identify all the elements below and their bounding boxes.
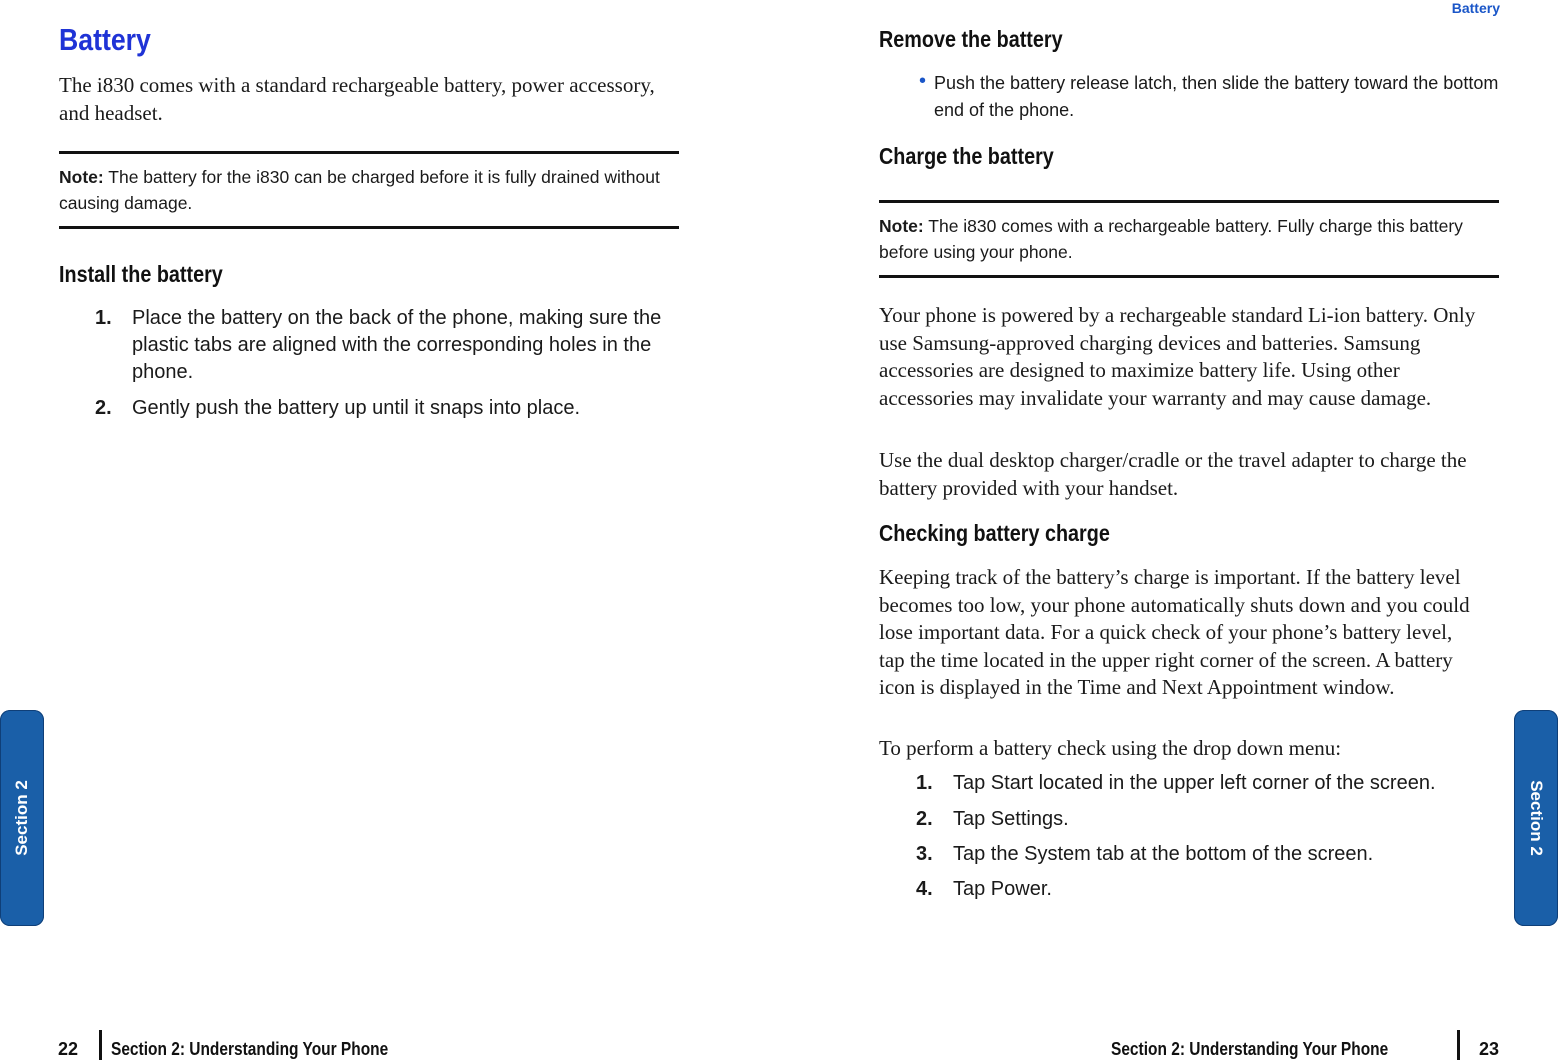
step-text: Gently push the battery up until it snaps into place.: [132, 397, 581, 419]
step-number: 1.: [916, 772, 933, 794]
checking-lead: To perform a battery check using the drop down menu:: [879, 736, 1342, 760]
note-text: The battery for the i830 can be charged before it is fully drained without causing damage.: [59, 167, 660, 213]
note-label: Note:: [59, 167, 104, 187]
step-text: Tap the System tab at the bottom of the screen.: [953, 843, 1374, 865]
left-page-number: 22: [58, 1039, 79, 1059]
right-footer-section: Section 2: Understanding Your Phone: [1111, 1039, 1389, 1059]
step-text: Place the battery on the back of the phone, making sure the plastic tabs are aligned with the corresponding holes in the phone.: [132, 307, 662, 383]
note-box-left: [59, 151, 679, 229]
step-number: 1.: [95, 307, 112, 329]
install-step-1: [95, 305, 675, 389]
left-footer-section: Section 2: Understanding Your Phone: [111, 1039, 389, 1059]
section-tab-left[interactable]: [0, 710, 44, 926]
step-number: 2.: [95, 397, 112, 419]
intro-paragraph: The i830 comes with a standard rechargeable battery, power accessory, and headset.: [59, 73, 655, 125]
step-number: 2.: [916, 808, 933, 830]
note-label: Note:: [879, 216, 924, 236]
section-tab-right[interactable]: [1514, 710, 1558, 926]
page-title: Battery: [59, 22, 151, 57]
charge-heading: Charge the battery: [879, 143, 1054, 169]
footer-divider-right: [1457, 1030, 1460, 1060]
section-tab-label: Section 2: [1527, 780, 1546, 856]
note-box-right: [879, 200, 1499, 278]
note-text: The i830 comes with a rechargeable battery. Fully charge this battery before using your phone.: [879, 216, 1463, 262]
step-text: Tap Power.: [953, 878, 1052, 900]
install-step-2: [95, 395, 675, 425]
footer-divider-left: [99, 1030, 102, 1060]
step-text: Tap Settings.: [953, 808, 1069, 830]
bullet-icon: •: [919, 70, 927, 92]
right-page-number: 23: [1479, 1039, 1500, 1059]
step-number: 3.: [916, 843, 933, 865]
checking-paragraph: Keeping track of the battery’s charge is important. If the battery level becomes too low, your phone automatically shuts down and you could lose important data. For a quick check of your phone’s battery level, tap the time located in the upper right corner of the screen. A battery icon is displayed in the Time and Next Appointment window.: [879, 565, 1470, 699]
running-head: Battery: [1451, 0, 1500, 16]
section-tab-label: Section 2: [12, 780, 31, 856]
remove-heading: Remove the battery: [879, 26, 1063, 52]
checking-step-2: [916, 806, 1496, 836]
install-heading: Install the battery: [59, 261, 223, 287]
step-number: 4.: [916, 878, 933, 900]
checking-heading: Checking battery charge: [879, 520, 1110, 546]
checking-step-4: [916, 876, 1496, 906]
charge-paragraph-1: Your phone is powered by a rechargeable standard Li-ion battery. Only use Samsung-approved charging devices and batteries. Samsung accessories are designed to maximize battery life. Using other accessories may invalidate your warranty and may cause damage.: [879, 303, 1476, 410]
checking-step-3: [916, 841, 1496, 871]
checking-step-1: [916, 770, 1496, 800]
charge-paragraph-2: Use the dual desktop charger/cradle or the travel adapter to charge the battery provided with your handset.: [879, 448, 1467, 500]
remove-bullet-text: Push the battery release latch, then slide the battery toward the bottom end of the phone.: [934, 73, 1499, 120]
step-text: Tap Start located in the upper left corner of the screen.: [953, 772, 1436, 794]
